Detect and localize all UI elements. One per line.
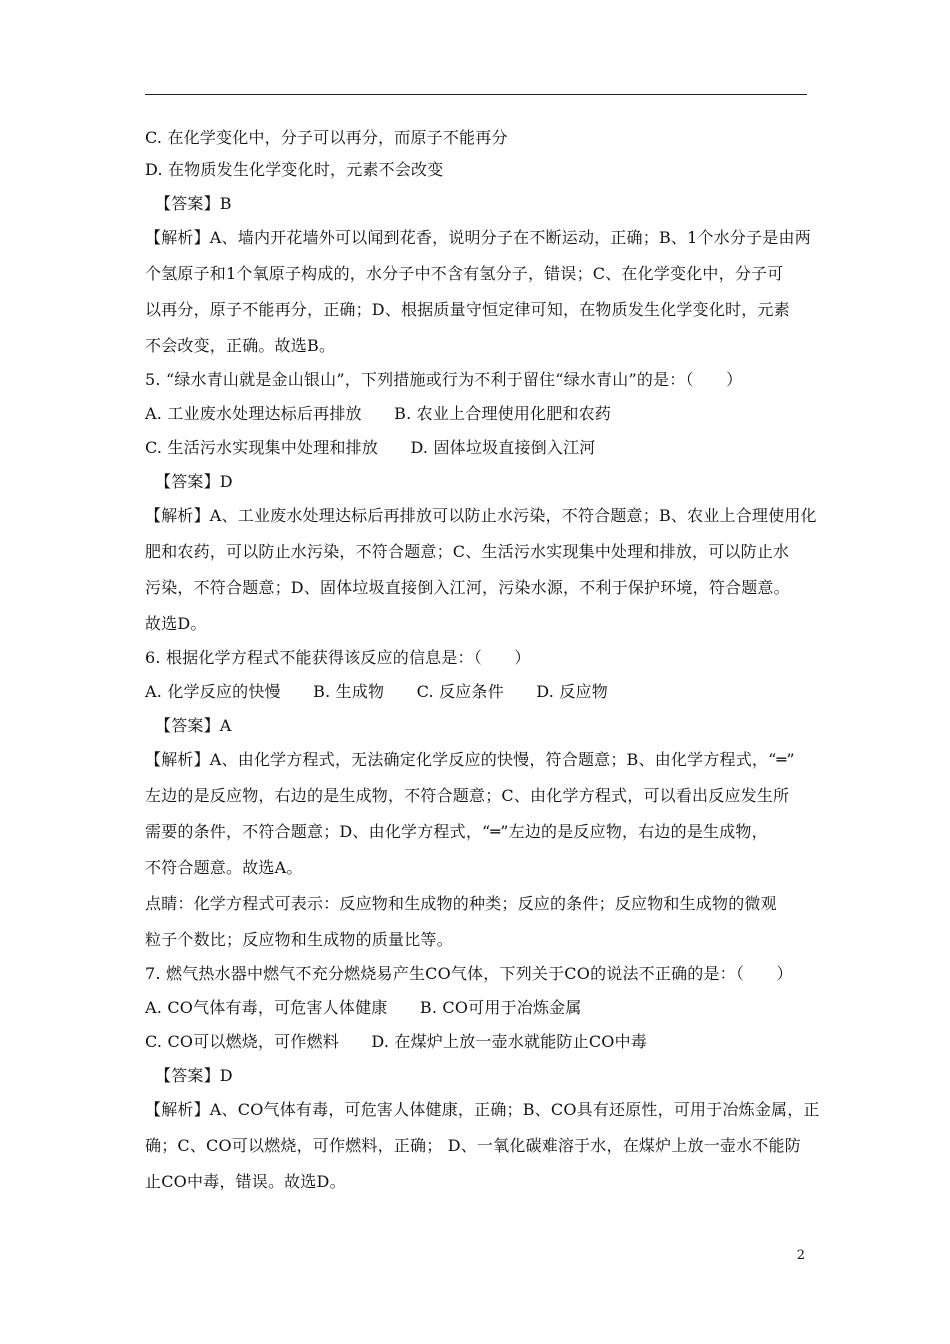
analysis-line: 肥和农药，可以防止水污染，不符合题意；C、生活污水实现集中处理和排放，可以防止水 (145, 542, 790, 561)
analysis-line: 【解析】A、工业废水处理达标后再排放可以防止水污染，不符合题意；B、农业上合理使用化 (145, 506, 817, 525)
option-line: C. CO可以燃烧，可作燃料 D. 在煤炉上放一壶水就能防止CO中毒 (145, 1032, 647, 1051)
analysis-line: 污染，不符合题意；D、固体垃圾直接倒入江河，污染水源，不利于保护环境，符合题意。 (145, 578, 790, 597)
analysis-line: 左边的是反应物，右边的是生成物，不符合题意；C、由化学方程式，可以看出反应发生所 (145, 786, 790, 805)
question-line: 7. 燃气热水器中燃气不充分燃烧易产生CO气体，下列关于CO的说法不正确的是：（ ） (145, 964, 793, 983)
option-line: A. CO气体有毒，可危害人体健康 B. CO可用于冶炼金属 (145, 998, 582, 1017)
answer-line: 【答案】A (155, 716, 232, 735)
option-line: C. 生活污水实现集中处理和排放 D. 固体垃圾直接倒入江河 (145, 438, 596, 457)
note-line: 粒子个数比；反应物和生成物的质量比等。 (145, 930, 453, 949)
question-line: 6. 根据化学方程式不能获得该反应的信息是：（ ） (145, 648, 531, 667)
analysis-line: 以再分，原子不能再分，正确；D、根据质量守恒定律可知，在物质发生化学变化时，元素 (145, 300, 790, 319)
analysis-line: 不会改变，正确。故选B。 (145, 336, 336, 355)
analysis-line: 【解析】A、CO气体有毒，可危害人体健康，正确；B、CO具有还原性，可用于冶炼金属，正 (145, 1100, 820, 1119)
analysis-line: 需要的条件，不符合题意；D、由化学方程式，“═”左边的是反应物，右边的是生成物， (145, 822, 768, 841)
option-line: A. 工业废水处理达标后再排放 B. 农业上合理使用化肥和农药 (145, 404, 612, 423)
answer-line: 【答案】D (155, 1066, 233, 1085)
page-number: 2 (796, 1248, 805, 1263)
analysis-line: 个氢原子和1个氧原子构成的，水分子中不含有氢分子，错误；C、在化学变化中，分子可 (145, 264, 784, 283)
option-line: A. 化学反应的快慢 B. 生成物 C. 反应条件 D. 反应物 (145, 682, 608, 701)
analysis-line: 止CO中毒，错误。故选D。 (145, 1172, 346, 1191)
analysis-line: 确；C、CO可以燃烧，可作燃料，正确； D、一氧化碳难溶于水，在煤炉上放一壶水不能防 (145, 1136, 801, 1155)
option-line: D. 在物质发生化学变化时，元素不会改变 (145, 160, 444, 179)
answer-line: 【答案】D (155, 472, 233, 491)
analysis-line: 【解析】A、由化学方程式，无法确定化学反应的快慢，符合题意；B、由化学方程式，“═” (145, 750, 795, 769)
analysis-line: 【解析】A、墙内开花墙外可以闻到花香，说明分子在不断运动，正确；B、1个水分子是由两 (145, 228, 811, 247)
question-line: 5. “绿水青山就是金山银山”，下列措施或行为不利于留住“绿水青山”的是：（ ） (145, 370, 743, 389)
header-rule (145, 94, 807, 95)
option-line: C. 在化学变化中，分子可以再分，而原子不能再分 (145, 128, 508, 147)
analysis-line: 故选D。 (145, 614, 207, 633)
note-line: 点睛：化学方程式可表示：反应物和生成物的种类；反应的条件；反应物和生成物的微观 (145, 894, 777, 913)
analysis-line: 不符合题意。故选A。 (145, 858, 303, 877)
answer-line: 【答案】B (155, 194, 232, 213)
